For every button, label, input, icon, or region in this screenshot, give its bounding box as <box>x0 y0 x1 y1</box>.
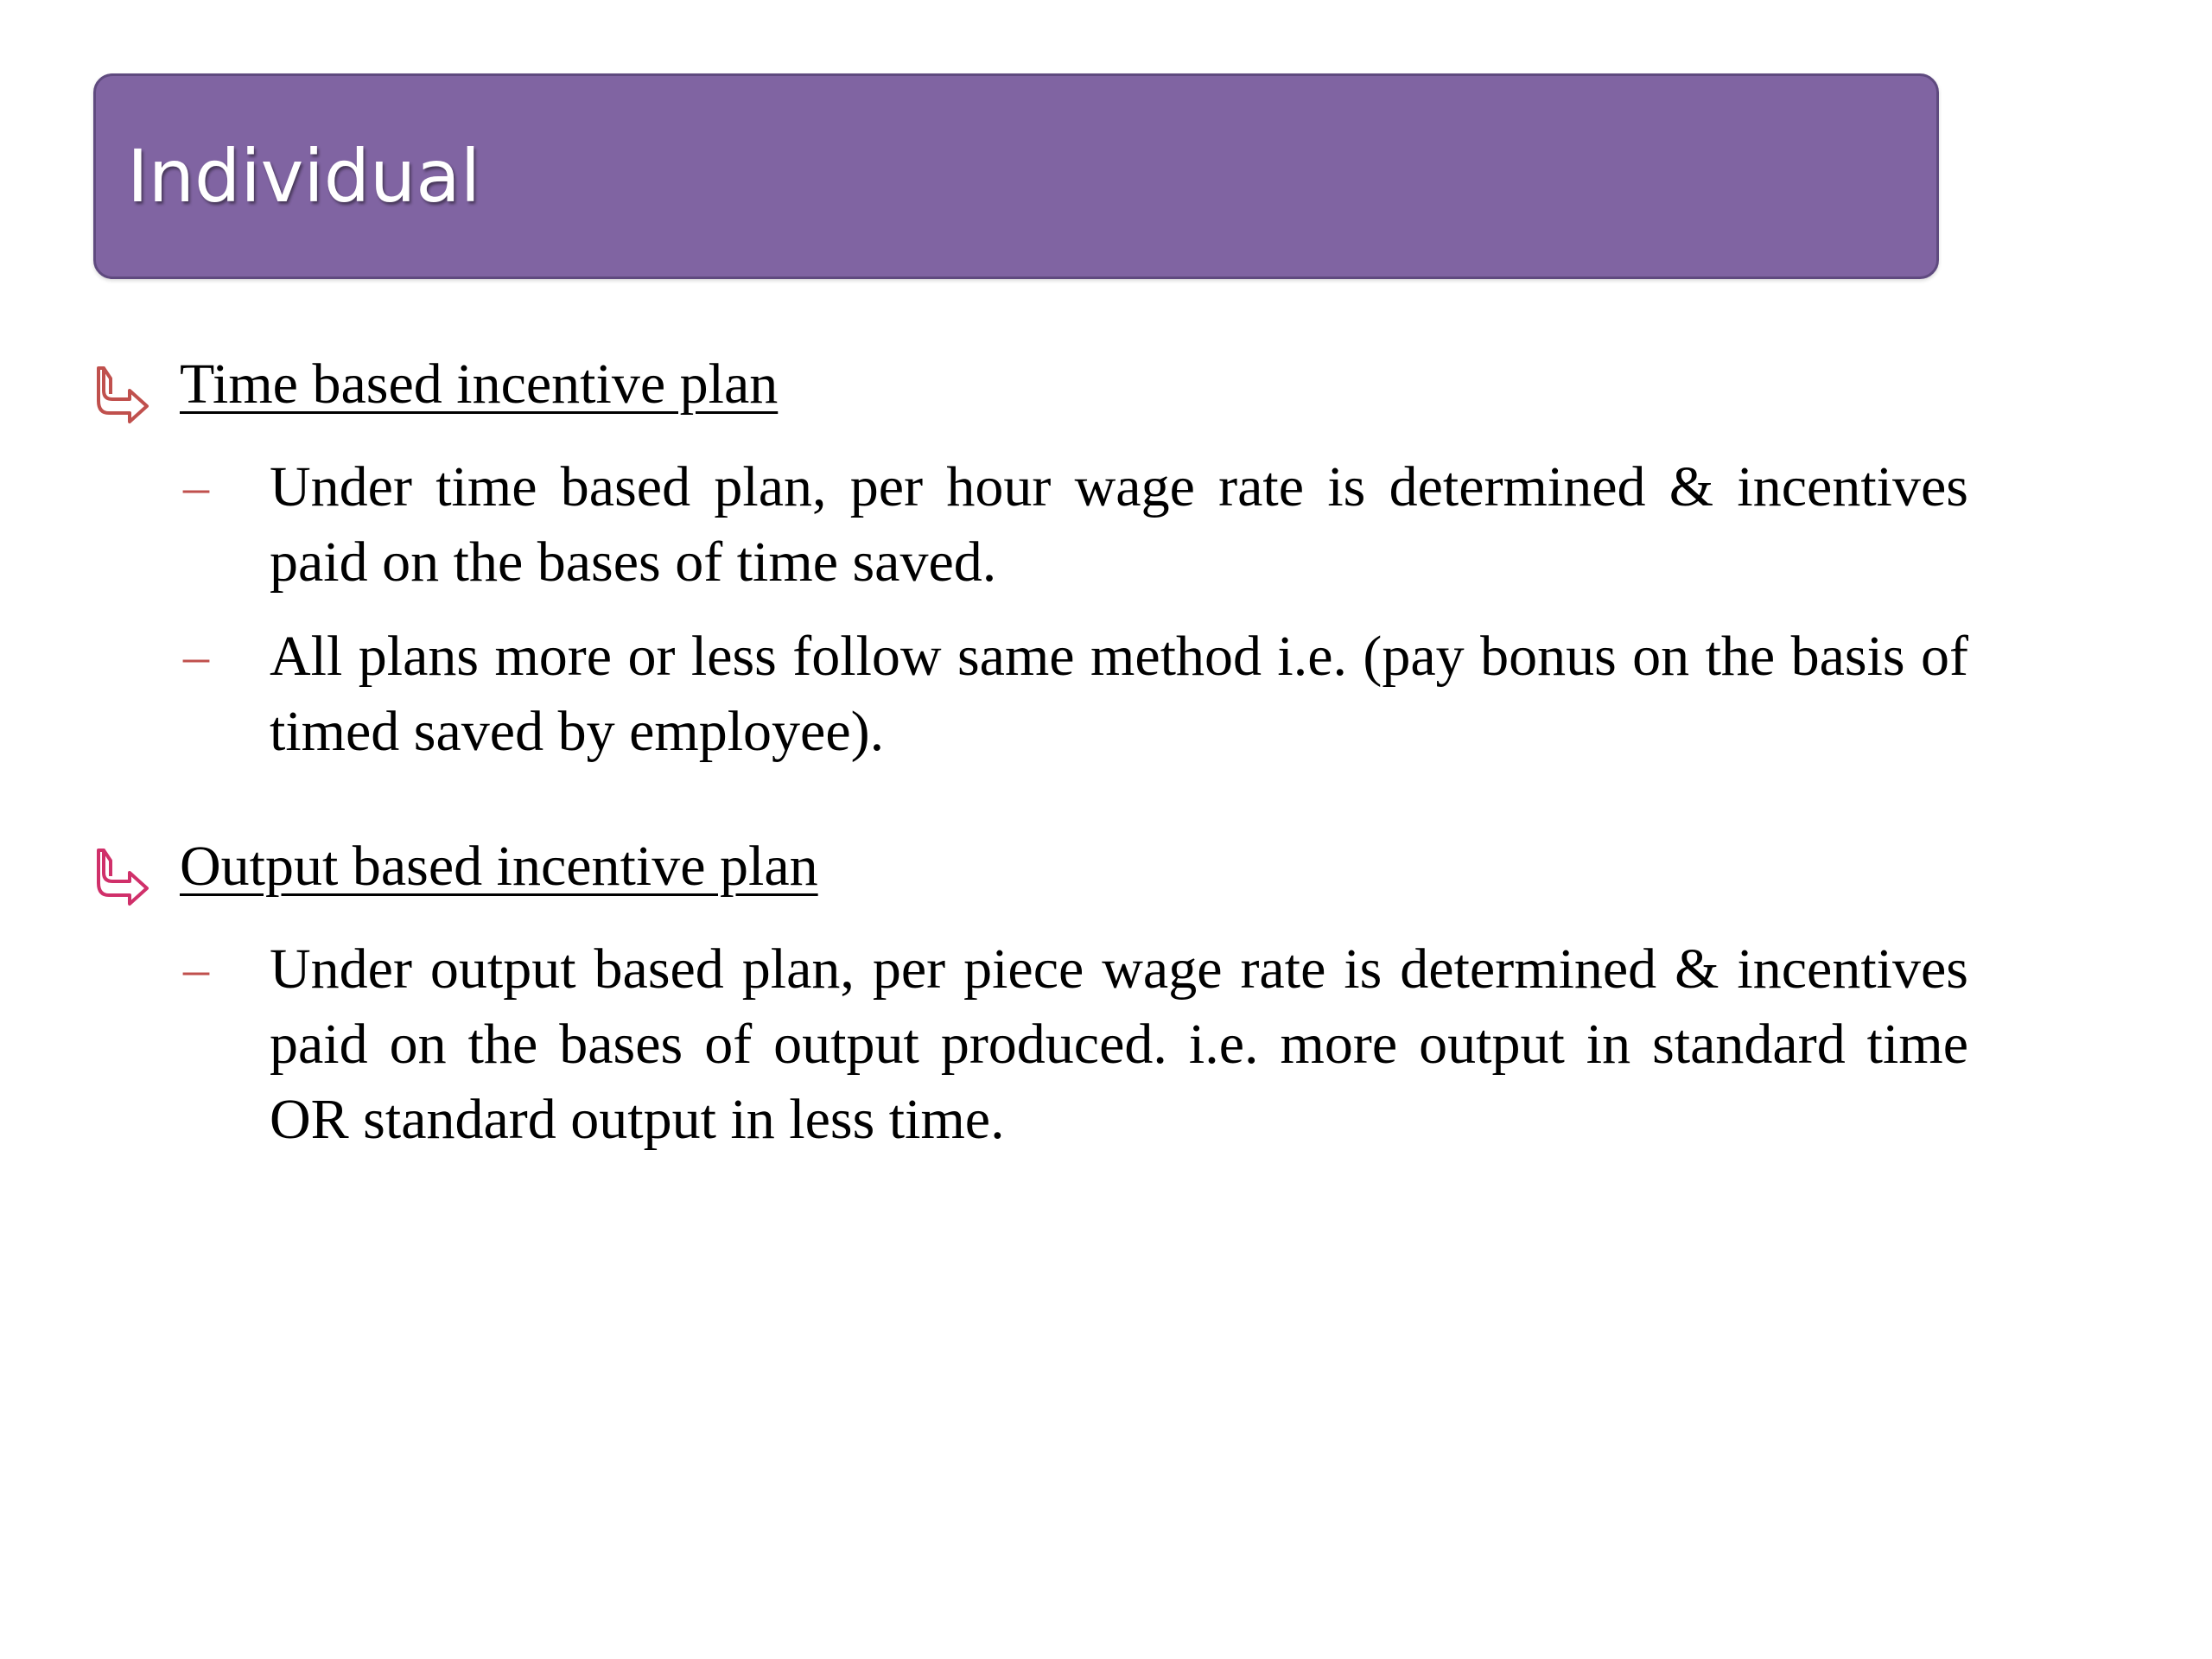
list-item-text: Under output based plan, per piece wage rate is determined & incentives paid on the bases of output produced. i.e. more output in standard time OR standard output in less time. <box>270 938 1968 1151</box>
section-heading-text: Output based incentive plan <box>180 835 818 898</box>
sub-list-output-based <box>93 931 1968 1157</box>
section-heading-time-based <box>93 346 1968 423</box>
list-item-text: All plans more or less follow same method i.e. (pay bonus on the basis of timed saved by employee). <box>270 625 1968 763</box>
dash-bullet: – <box>183 940 209 997</box>
section-heading-text: Time based incentive plan <box>180 353 779 416</box>
dash-bullet: – <box>183 627 209 684</box>
slide-title: Individual <box>127 134 481 219</box>
list-item <box>93 619 1968 769</box>
title-bar <box>93 73 1939 279</box>
list-item <box>93 449 1968 600</box>
list-item-text: Under time based plan, per hour wage rate is determined & incentives paid on the bases of time saved. <box>270 455 1968 594</box>
slide-content <box>93 346 1968 1176</box>
list-item <box>93 931 1968 1157</box>
curved-arrow-bullet-icon <box>97 365 154 425</box>
section-heading-output-based <box>93 828 1968 906</box>
dash-bullet: – <box>183 458 209 515</box>
curved-arrow-bullet-icon <box>97 847 154 907</box>
sub-list-time-based <box>93 449 1968 769</box>
